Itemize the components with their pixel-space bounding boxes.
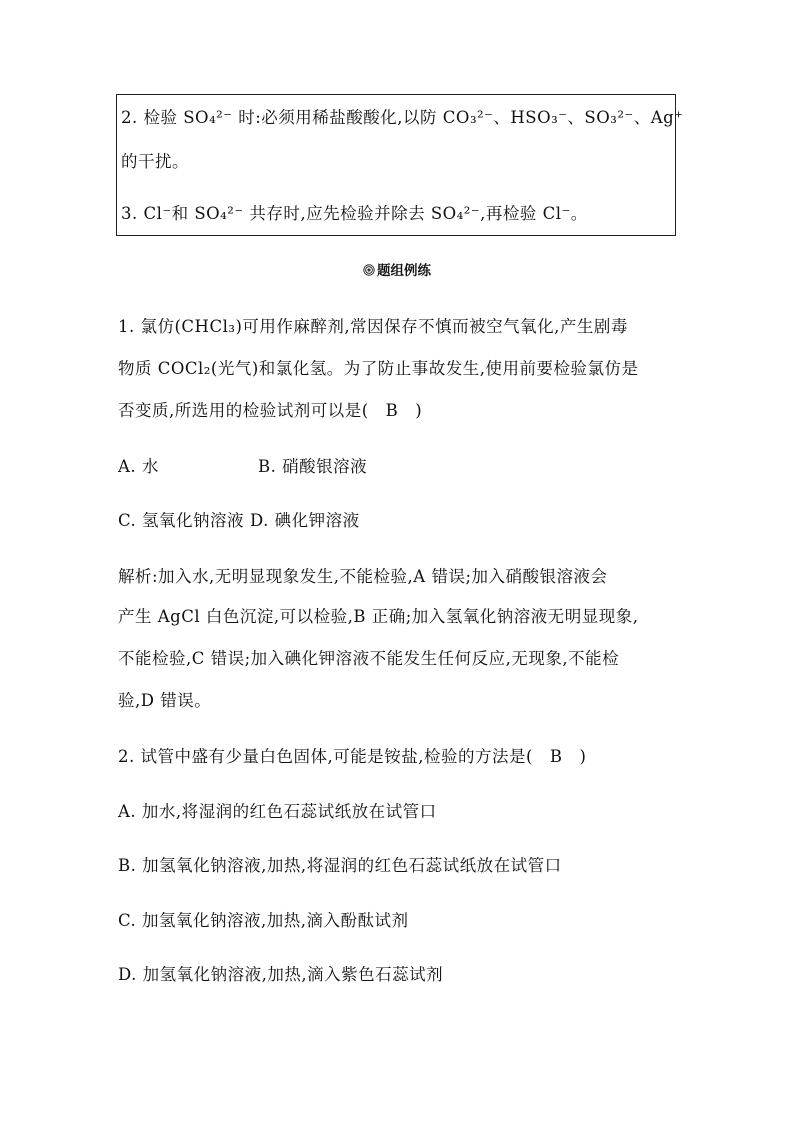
section-heading	[0, 262, 794, 280]
q1-options-row-2	[118, 510, 360, 532]
q1-analysis-line-2: 产生 AgCl 白色沉淀,可以检验,B 正确;加入氢氧化钠溶液无明显现象,	[118, 607, 639, 626]
q1-analysis-line-3: 不能检验,C 错误;加入碘化钾溶液不能发生任何反应,无现象,不能检	[118, 649, 620, 668]
q1-option-d: D. 碘化钾溶液	[250, 511, 360, 530]
q1-option-b: B. 硝酸银溶液	[258, 457, 368, 476]
q2-option-d: D. 加氢氧化钠溶液,加热,滴入紫色石蕊试剂	[118, 965, 444, 984]
q2-option-b: B. 加氢氧化钠溶液,加热,将湿润的红色石蕊试纸放在试管口	[118, 856, 562, 875]
q1-stem-line-2: 物质 COCl₂(光气)和氯化氢。为了防止事故发生,使用前要检验氯仿是	[118, 359, 639, 378]
q1-options-row-1	[118, 456, 367, 478]
q2-stem: 2. 试管中盛有少量白色固体,可能是铵盐,检验的方法是( B )	[118, 747, 587, 766]
q1-option-c: C. 氢氧化钠溶液	[118, 511, 245, 530]
q1-analysis-line-1: 解析:加入水,无明显现象发生,不能检验,A 错误;加入硝酸银溶液会	[118, 567, 608, 586]
q1-option-a: A. 水	[118, 457, 159, 476]
q1-analysis-line-4: 验,D 错误。	[118, 691, 212, 710]
q1-stem-line-1: 1. 氯仿(CHCl₃)可用作麻醉剂,常因保存不慎而被空气氧化,产生剧毒	[118, 317, 628, 336]
section-title-text: 题组例练	[377, 263, 431, 279]
note-box	[116, 94, 684, 236]
note-line-2: 的干扰。	[121, 152, 189, 171]
target-icon	[363, 264, 375, 276]
q2-option-a: A. 加水,将湿润的红色石蕊试纸放在试管口	[118, 802, 437, 821]
q2-option-c: C. 加氢氧化钠溶液,加热,滴入酚酞试剂	[118, 911, 409, 930]
q1-stem-line-3: 否变质,所选用的检验试剂可以是( B )	[118, 401, 423, 420]
note-line-1: 2. 检验 SO₄²⁻ 时:必须用稀盐酸酸化,以防 CO₃²⁻、HSO₃⁻、SO₃²⁻、Ag⁺	[121, 108, 684, 127]
note-line-3: 3. Cl⁻和 SO₄²⁻ 共存时,应先检验并除去 SO₄²⁻,再检验 Cl⁻。	[121, 204, 588, 223]
